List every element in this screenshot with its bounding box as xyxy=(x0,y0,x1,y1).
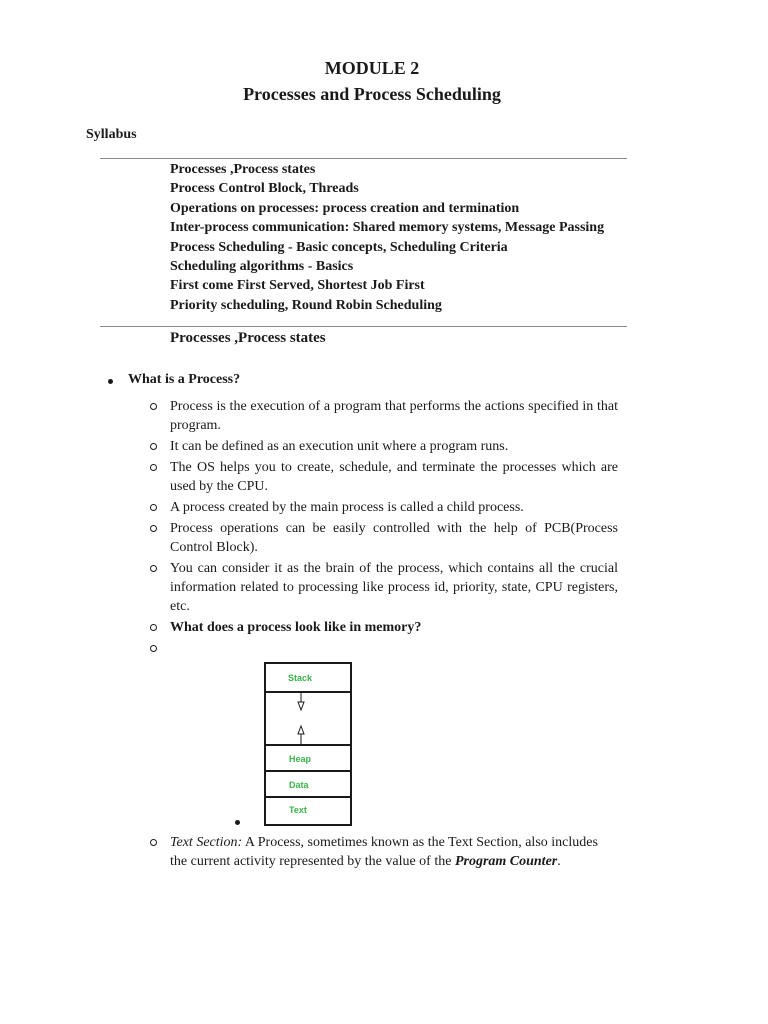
list-item: The OS helps you to create, schedule, and terminate the processes which are used by the CPU. xyxy=(148,458,618,496)
sentence-end: . xyxy=(557,854,561,869)
process-memory-diagram xyxy=(264,662,352,826)
list-item: Process operations can be easily controlled with the help of PCB(Process Control Block). xyxy=(148,519,618,557)
list-item: It can be defined as an execution unit where a program runs. xyxy=(148,437,618,456)
question-heading: What is a Process? xyxy=(128,372,241,387)
list-item: A process created by the main process is called a child process. xyxy=(148,498,618,517)
segment-label-text: Text xyxy=(289,805,307,815)
list-item: Process is the execution of a program that performs the actions specified in that program. xyxy=(148,397,618,435)
segment-label-heap: Heap xyxy=(289,754,312,764)
syllabus-item: Process Scheduling - Basic concepts, Scheduling Criteria xyxy=(170,239,508,255)
term-colon: : xyxy=(237,835,243,850)
segment-label-data: Data xyxy=(289,780,309,790)
list-item: You can consider it as the brain of the process, which contains all the crucial information related to processing like process id, priority, state, CPU registers, etc. xyxy=(148,559,618,616)
syllabus-top-rule xyxy=(100,158,627,159)
syllabus-item: Scheduling algorithms - Basics xyxy=(170,259,354,275)
syllabus-list xyxy=(170,160,604,315)
section-heading: Processes ,Process states xyxy=(170,330,326,346)
segment-label-stack: Stack xyxy=(288,673,313,683)
syllabus-item: Processes ,Process states xyxy=(170,162,316,177)
text-section-body: A Process, sometimes known as the Text Section, also includes the current activity represented by the value of the xyxy=(170,835,598,869)
syllabus-item: Operations on processes: process creation and termination xyxy=(170,200,520,216)
page-title: Processes and Process Scheduling xyxy=(243,84,501,104)
syllabus-item: Inter-process communication: Shared memory systems, Message Passing xyxy=(170,220,605,236)
module-title: MODULE 2 xyxy=(324,58,420,78)
text-section-paragraph xyxy=(148,833,618,871)
syllabus-bottom-rule xyxy=(100,326,627,327)
text-section-term: Text Section xyxy=(170,835,238,850)
syllabus-item: Priority scheduling, Round Robin Scheduling xyxy=(170,297,442,313)
memory-question: What does a process look like in memory? xyxy=(148,618,618,637)
bullet-icon xyxy=(235,820,240,825)
process-points-list xyxy=(148,397,618,660)
empty-list-item xyxy=(148,639,618,658)
program-counter-term: Program Counter xyxy=(454,854,558,869)
syllabus-label: Syllabus xyxy=(86,127,137,142)
bullet-icon xyxy=(108,379,113,384)
syllabus-item: Process Control Block, Threads xyxy=(170,181,359,197)
syllabus-item: First come First Served, Shortest Job First xyxy=(170,278,425,294)
